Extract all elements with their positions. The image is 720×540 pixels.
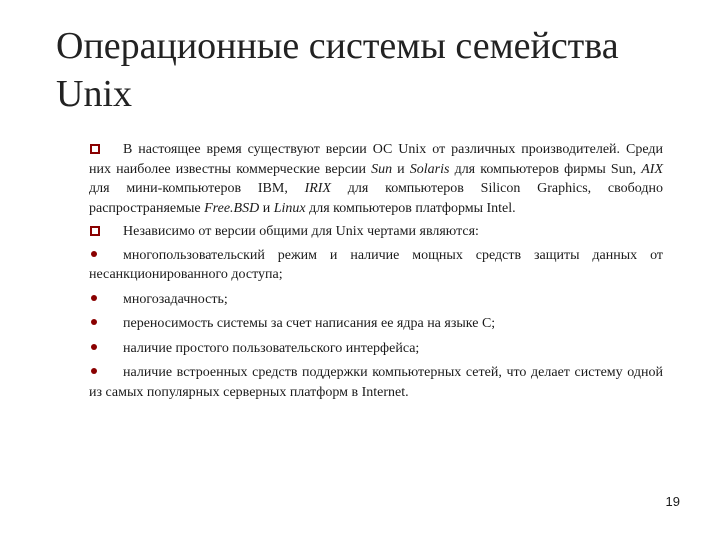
bullet-list-item [89,363,663,402]
bullet-icon [91,295,97,301]
page-number: 19 [665,494,680,509]
bullet-list-item [89,246,663,285]
bullet-icon [91,251,97,257]
bullet-list-item [89,290,663,310]
marker [89,222,123,242]
italic-term: IRIX [304,181,332,196]
bullet-list-item [89,339,663,359]
text-segment: многозадачность; [123,291,228,307]
marker [89,246,123,266]
text-segment: наличие встроенных средств поддержки компьютерных сетей, что делает систему одной из самых популярных серверных платформ в Internet. [89,365,663,400]
marker [89,140,123,160]
text-segment: Независимо от версии общими для Unix чертами являются: [123,224,479,239]
marker [89,339,123,359]
bullet-icon [91,344,97,350]
text-segment: для мини-компьютеров IBM, [89,181,305,196]
text-segment: наличие простого пользовательского интерфейса; [123,340,420,356]
paragraph [89,140,663,218]
square-icon [90,226,100,236]
marker [89,314,123,334]
slide-body [89,140,663,407]
text-segment: для компьютеров Silicon Graphics, свободно распространяемые [89,181,663,216]
text-segment: и [259,200,274,216]
text-segment: В настоящее время существуют версии ОС Unix от различных производителей. Среди них наиболее известны коммерческие версии [89,142,663,177]
italic-term: Solaris [409,161,450,177]
text-segment: и [392,161,410,177]
text-segment: переносимость системы за счет написания ее ядра на языке С; [123,316,496,331]
bullet-icon [91,368,97,374]
italic-term: Linux [273,200,306,216]
italic-term: AIX [641,161,663,177]
text-segment: для компьютеров платформы Intel. [305,200,516,216]
bullet-list-item [89,314,663,334]
square-icon [90,144,100,154]
bullet-icon [91,319,97,325]
slide-title: Операционные системы семейства Unix [56,25,619,115]
marker [89,363,123,383]
marker [89,290,123,310]
italic-term: Free.BSD [204,200,260,216]
text-segment: для компьютеров фирмы Sun, [449,161,642,177]
italic-term: Sun [371,161,393,177]
paragraph [89,222,663,242]
text-segment: многопользовательский режим и наличие мощных средств защиты данных от несанкционированного доступа; [89,247,663,282]
